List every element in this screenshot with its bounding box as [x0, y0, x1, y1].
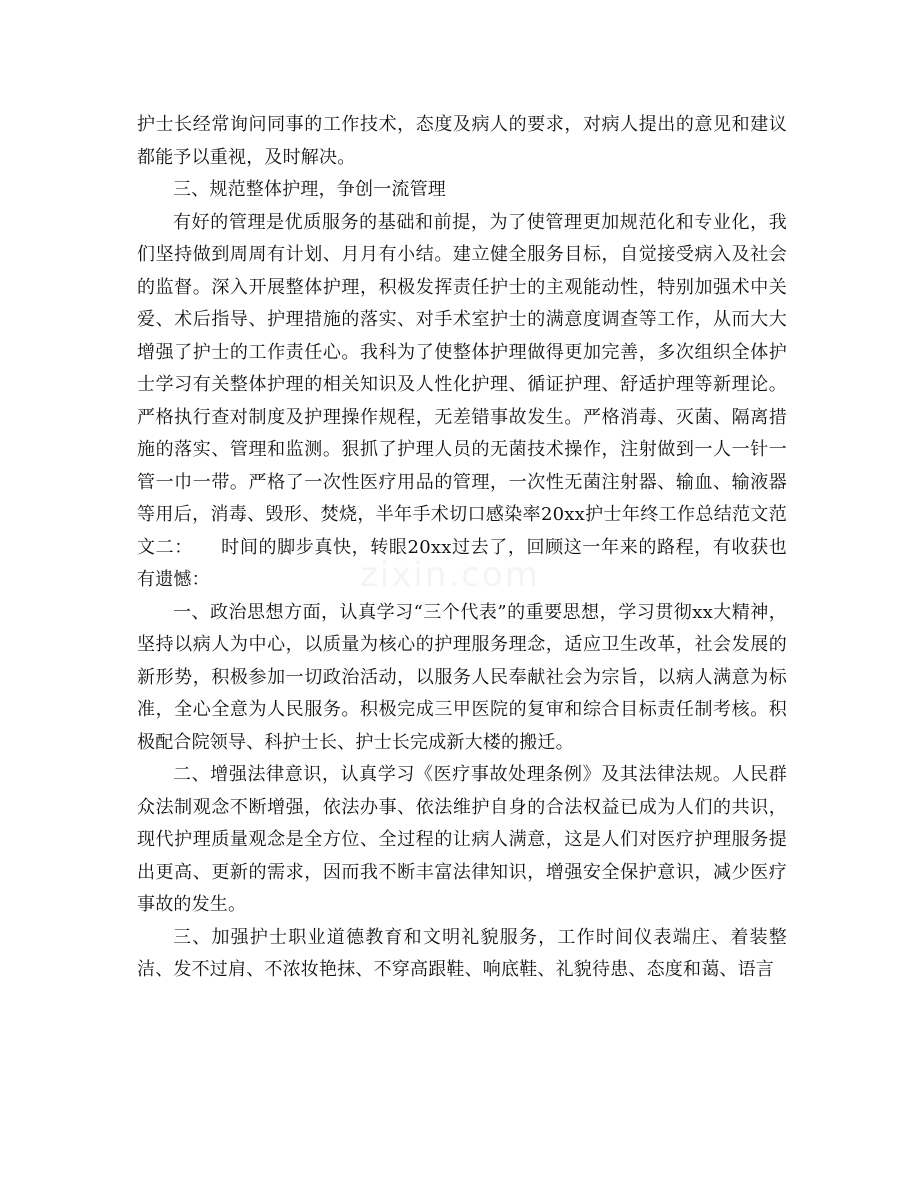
paragraph-management: 有好的管理是优质服务的基础和前提，为了使管理更加规范化和专业化，我们坚持做到周周有计划、月月有小结。建立健全服务目标，自觉接受病入及社会的监督。深入开展整体护理，积极发挥责任护士的主观能动性，特别加强术中关爱、术后指导、护理措施的落实、对手术室护士的满意度调查等工作，从而大大增强了护士的工作责任心。我科为了使整体护理做得更加完善，多次组织全体护士学习有关整体护理的相关知识及人性化护理、循证护理、舒适护理等新理论。严格执行查对制度及护理操作规程，无差错事故发生。严格消毒、灭菌、隔离措施的落实、管理和监测。狠抓了护理人员的无菌技术操作，注射做到一人一针一管一巾一带。严格了一次性医疗用品的管理，一次性无菌注射器、输血、输液器等用后，消毒、毁形、焚烧，半年手术切口感染率20xx护士年终工作总结范文范文二： 时间的脚步真快，转眼20xx过去了，回顾这一年来的路程，有收获也有遗憾： [137, 211, 787, 590]
document-body [137, 109, 787, 987]
paragraph-legal: 二、增强法律意识，认真学习《医疗事故处理条例》及其法律法规。人民群众法制观念不断增强，依法办事、依法维护自身的合法权益已成为人们的共识，现代护理质量观念是全方位、全过程的让病人满意，这是人们对医疗护理服务提出更高、更新的需求，因而我不断丰富法律知识，增强安全保护意识，减少医疗事故的发生。 [137, 764, 787, 915]
paragraph-continuation: 护士长经常询问同事的工作技术，态度及病人的要求，对病人提出的意见和建议都能予以重视，及时解决。 [137, 114, 787, 168]
paragraph-ethics: 三、加强护士职业道德教育和文明礼貌服务，工作时间仪表端庄、着装整洁、发不过肩、不浓妆艳抹、不穿高跟鞋、响底鞋、礼貌待患、态度和蔼、语言 [137, 926, 787, 980]
section-heading-3: 三、规范整体护理，争创一流管理 [173, 179, 446, 200]
paragraph-political: 一、政治思想方面，认真学习“三个代表”的重要思想，学习贯彻xx大精神，坚持以病人为中心，以质量为核心的护理服务理念，适应卫生改革，社会发展的新形势，积极参加一切政治活动，以服务人民奉献社会为宗旨，以病人满意为标准，全心全意为人民服务。积极完成三甲医院的复审和综合目标责任制考核。积极配合院领导、科护士长、护士长完成新大楼的搬迁。 [137, 601, 787, 753]
watermark-text: zixin.com [360, 555, 540, 595]
